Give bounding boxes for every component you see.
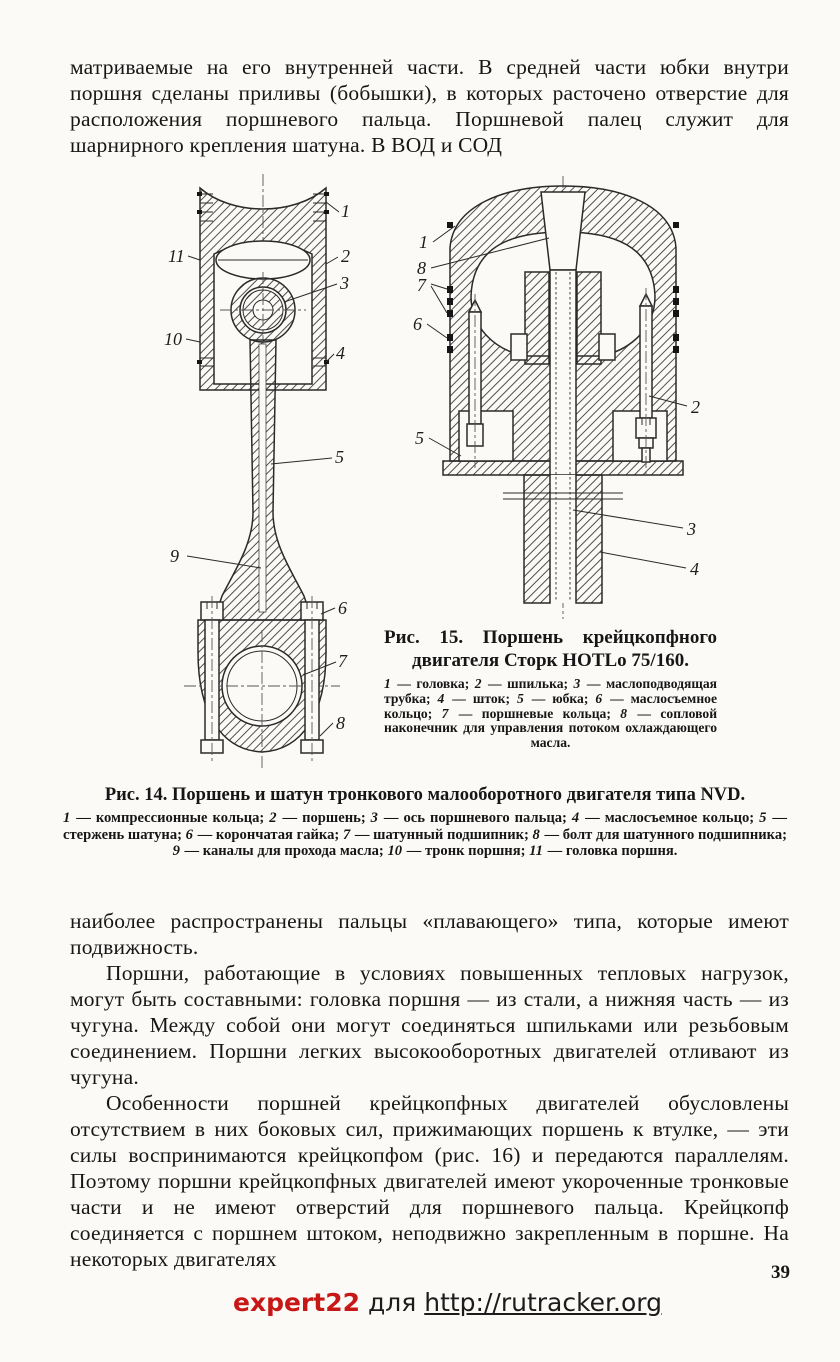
figure-14-legend: 1 — компрессионные кольца; 2 — поршень; 3 — ось поршневого пальца; 4 — маслосъемное кольцо; 5 — стержень шатуна; 6 — корончатая гайка; 7 — шатунный подшипник; 8 — болт для шатунного подшипника; 9 — каналы для прохода масла; 10 — тронк поршня; 11 — головка поршня. <box>63 810 787 860</box>
fig14-label-7: 7 <box>338 651 347 671</box>
fig15-label-5: 5 <box>415 428 424 448</box>
fig14-label-1: 1 <box>341 201 350 221</box>
legend-number: 8 <box>620 705 628 721</box>
figure-14-drawing <box>140 172 360 775</box>
legend-number: 4 <box>571 810 580 826</box>
fig14-label-8: 8 <box>336 713 345 733</box>
legend-number: 3 <box>370 810 378 826</box>
legend-number: 1 <box>63 810 71 826</box>
fig14-label-4: 4 <box>336 343 345 363</box>
figure-15-caption <box>384 626 717 751</box>
paragraph-top: матриваемые на его внутренней части. В средней части юбки внутри поршня сделаны приливы (бобышки), в которых расточено отверстие для расположения поршневого пальца. Поршневой палец служит для шарнирного крепления шатуна. В ВОД и СОД <box>70 55 789 157</box>
body-text-block <box>70 908 789 1272</box>
fig15-label-3: 3 <box>687 519 696 539</box>
legend-number: 6 <box>595 690 603 706</box>
legend-number: 6 <box>185 826 193 843</box>
paragraph-2: Поршни, работающие в условиях повышенных тепловых нагрузок, могут быть составными: головка поршня — из стали, а нижняя часть — из чугуна. Между собой они могут соединяться шпильками или резьбовым соединением. Поршни легких высокооборотных двигателей отливают из чугуна. <box>70 961 789 1089</box>
legend-number: 1 <box>384 676 391 691</box>
fig15-label-1: 1 <box>419 232 428 252</box>
fig15-label-4: 4 <box>690 559 699 579</box>
legend-number: 2 <box>269 810 277 826</box>
figure-15-drawing <box>403 176 723 621</box>
wrist-pin-assembly <box>220 272 306 350</box>
figure-14-title: Рис. 14. Поршень и шатун тронкового малооборотного двигателя типа NVD. <box>104 785 746 805</box>
paragraph-1: наиболее распространены пальцы «плавающего» типа, которые имеют подвижность. <box>70 909 789 959</box>
legend-number: 5 <box>759 810 767 826</box>
legend-number: 9 <box>172 843 180 860</box>
rod-oil-channel <box>259 344 266 612</box>
figure-14-caption <box>60 785 790 860</box>
figure-15-legend: 1 — головка; 2 — шпилька; 3 — маслоподводящая трубка; 4 — шток; 5 — юбка; 6 — маслосъемное кольцо; 7 — поршневые кольца; 8 — сопловой наконечник для управления потоком охлаждающего масла. <box>384 676 718 751</box>
legend-number: 7 <box>342 826 351 843</box>
fig15-label-2: 2 <box>691 397 700 417</box>
footer-link[interactable]: http://rutracker.org <box>424 1288 662 1317</box>
legend-number: 10 <box>387 843 403 860</box>
legend-number: 11 <box>529 843 543 860</box>
paragraph-3: Особенности поршней крейцкопфных двигателей обусловлены отсутствием в них боковых сил, прижимающих поршень к втулке, — эти силы воспринимаются крейцкопфом (рис. 16) и передаются параллелям. Поэтому поршни крейцкопфных двигателей имеют укороченные тронковые части и не имеют отверстий для поршневого пальца. Крейцкопф соединяется с поршнем штоком, неподвижно закрепленным в поршне. На некоторых двигателях <box>70 1091 789 1271</box>
fig14-label-10: 10 <box>164 329 182 349</box>
legend-number: 4 <box>437 690 445 706</box>
legend-number: 3 <box>573 676 581 691</box>
fig14-label-2: 2 <box>341 246 350 266</box>
footer-credit-line <box>233 1288 662 1317</box>
fig15-label-8: 8 <box>417 258 426 278</box>
legend-number: 2 <box>474 676 482 691</box>
page-number: 39 <box>771 1262 790 1283</box>
figure-15-title: Рис. 15. Поршень крейцкопфного двигателя Сторк HOTLo 75/160. <box>384 627 717 671</box>
footer-credit-name: expert22 <box>233 1288 361 1317</box>
fig14-label-5: 5 <box>335 447 344 467</box>
fig14-label-11: 11 <box>168 246 185 266</box>
fig14-label-9: 9 <box>170 546 179 566</box>
fig15-label-6: 6 <box>413 314 422 334</box>
fig15-label-7: 7 <box>417 275 426 295</box>
fig14-label-6: 6 <box>338 598 347 618</box>
fig14-label-3: 3 <box>340 273 349 293</box>
legend-number: 7 <box>441 705 449 721</box>
footer-for-text: для <box>367 1288 417 1317</box>
legend-number: 8 <box>532 826 540 843</box>
legend-number: 5 <box>516 690 524 706</box>
